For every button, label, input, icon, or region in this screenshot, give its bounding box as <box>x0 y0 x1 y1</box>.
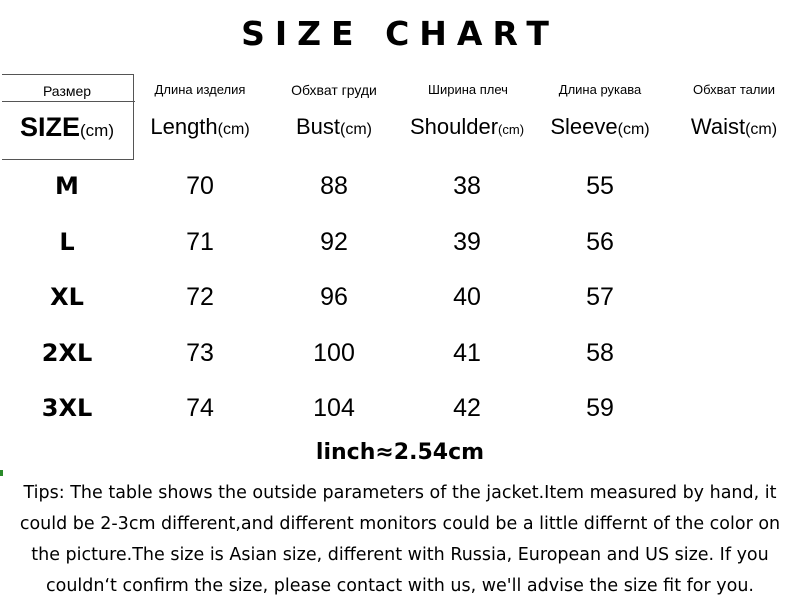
row-shoulder: 38 <box>453 172 481 200</box>
row-length: 73 <box>186 339 214 367</box>
row-sleeve: 55 <box>586 172 614 200</box>
row-size: XL <box>50 283 84 311</box>
row-length: 71 <box>186 228 214 256</box>
row-bust: 100 <box>313 339 355 367</box>
row-sleeve: 57 <box>586 283 614 311</box>
header-ru-shoulder: Ширина плеч <box>428 82 508 97</box>
row-shoulder: 41 <box>453 339 481 367</box>
row-sleeve: 56 <box>586 228 614 256</box>
row-shoulder: 39 <box>453 228 481 256</box>
tips-paragraph: Tips: The table shows the outside parameters of the jacket.Item measured by hand, it could be 2-3cm different,and different monitors could be a little differnt of the color on the picture.The size is Asian size, different with Russia, European and US size. If you couldn‘t confirm the size, please contact with us, we'll advise the size fit for you. <box>19 483 781 596</box>
row-size: 2XL <box>41 339 93 367</box>
inch-conversion-note: linch≈2.54cm <box>315 440 485 465</box>
row-length: 74 <box>186 394 214 422</box>
header-ru-length: Длина изделия <box>154 82 246 97</box>
header-en-waist: Waist(cm) <box>690 114 778 139</box>
header-ru-sleeve: Длина рукава <box>558 82 642 97</box>
row-size: L <box>59 228 75 256</box>
row-bust: 92 <box>320 228 348 256</box>
header-en-bust: Bust(cm) <box>295 114 373 139</box>
header-en-length: Length(cm) <box>150 114 250 139</box>
row-size: M <box>55 172 79 200</box>
row-length: 72 <box>186 283 214 311</box>
row-bust: 104 <box>313 394 355 422</box>
page-title: SIZE CHART <box>241 14 559 53</box>
header-ru-bust: Обхват груди <box>291 82 377 98</box>
row-sleeve: 59 <box>586 394 614 422</box>
header-en-size: SIZE(cm) <box>20 112 114 142</box>
header-ru-size: Размер <box>42 83 92 99</box>
header-ru-waist: Обхват талии <box>692 82 776 97</box>
row-length: 70 <box>186 172 214 200</box>
row-sleeve: 58 <box>586 339 614 367</box>
row-bust: 96 <box>320 283 348 311</box>
header-en-shoulder: Shoulder(cm) <box>409 114 525 139</box>
row-size: 3XL <box>41 394 93 422</box>
row-shoulder: 40 <box>453 283 481 311</box>
corner-mark <box>0 470 3 476</box>
row-bust: 88 <box>320 172 348 200</box>
header-en-sleeve: Sleeve(cm) <box>550 114 650 139</box>
size-header-divider <box>2 101 135 102</box>
row-shoulder: 42 <box>453 394 481 422</box>
